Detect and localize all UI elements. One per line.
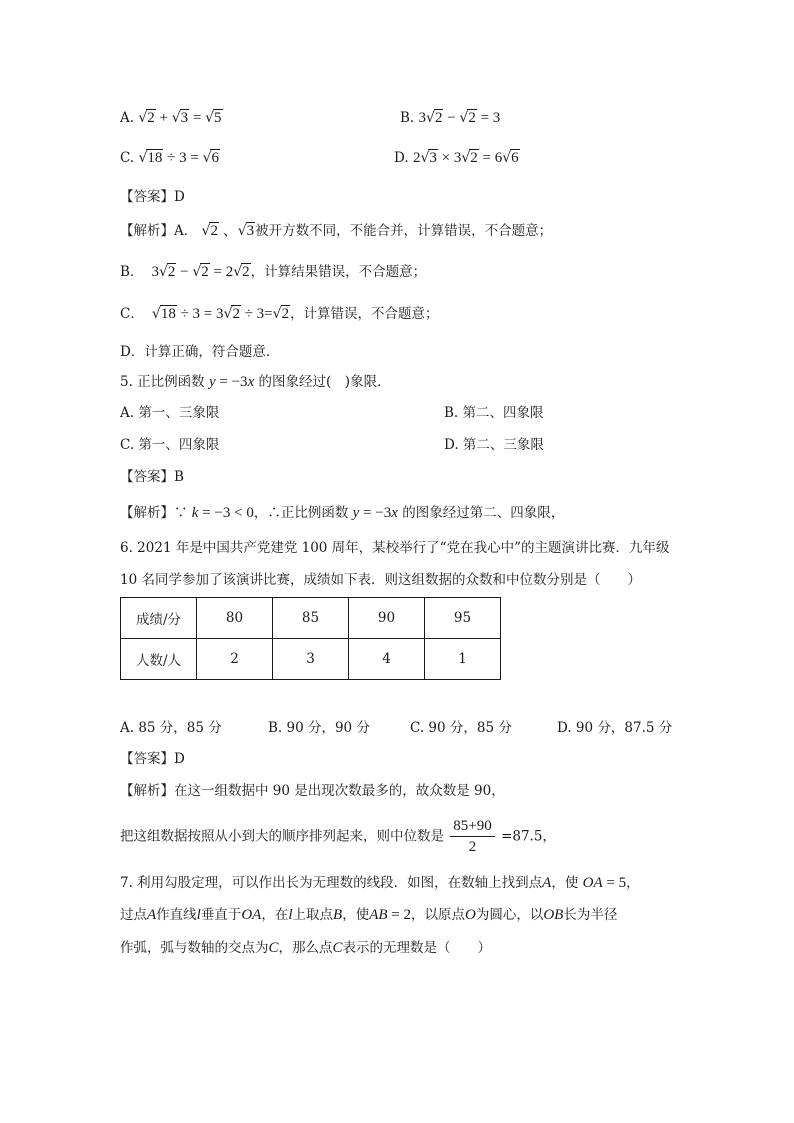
table-cell: 3 xyxy=(273,639,349,680)
table-cell: 人数/人 xyxy=(121,639,197,680)
q5-answer: 【答案】B xyxy=(120,469,184,485)
q5-option-d: D. 第二、三象限 xyxy=(444,437,544,453)
median-fraction: $\frac{85+90}{2}$ xyxy=(450,816,494,857)
table-row xyxy=(121,598,501,639)
q4-explanation-a: 【解析】A． √2 、√3被开方数不同，不能合并，计算错误，不合题意； xyxy=(120,223,553,239)
q4-option-b: B. 3√2 − √2 = 3 xyxy=(400,110,501,126)
q5-explanation: 【解析】∵ k = −3 < 0，∴正比例函数 y = −3x 的图象经过第二、四象限， xyxy=(120,505,565,521)
q4-explanation-c: C． √18 ÷ 3 = 3√2 ÷ 3=√2，计算错误，不合题意； xyxy=(120,306,439,322)
q4-explanation-b: B． 3√2 − √2 = 2√2，计算结果错误，不合题意； xyxy=(120,264,427,280)
table-cell: 1 xyxy=(425,639,501,680)
q4-answer: 【答案】D xyxy=(120,189,185,205)
option-label: B. xyxy=(400,110,415,126)
q5-option-c: C. 第一、四象限 xyxy=(120,437,220,453)
q6-stem-line2: 10 名同学参加了该演讲比赛，成绩如下表．则这组数据的众数和中位数分别是（ ） xyxy=(120,572,641,588)
table-row xyxy=(121,639,501,680)
table-cell: 4 xyxy=(349,639,425,680)
option-label: D. xyxy=(394,150,409,166)
q4-option-d: D. 2√3 × 3√2 = 6√6 xyxy=(394,150,519,166)
q6-option-b: B. 90 分，90 分 xyxy=(268,720,370,736)
q6-option-a: A. 85 分，85 分 xyxy=(120,720,222,736)
q6-option-c: C. 90 分，85 分 xyxy=(410,720,512,736)
table-cell: 2 xyxy=(197,639,273,680)
score-table xyxy=(120,597,501,680)
q4-option-c: C. √18 ÷ 3 = √6 xyxy=(120,150,219,166)
q7-line2: 过点A作直线l垂直于OA，在l上取点B，使AB = 2，以原点O为圆心，以OB长为半径 xyxy=(120,907,618,923)
q6-answer: 【答案】D xyxy=(120,751,185,767)
q4-explanation-d: D．计算正确，符合题意． xyxy=(120,344,280,360)
q6-explanation-line2: 把这组数据按照从小到大的顺序排列起来，则中位数是 $\frac{85+90}{2}$ =87.5， xyxy=(120,818,556,855)
q5-option-a: A. 第一、三象限 xyxy=(120,405,220,421)
q5-stem: 5. 正比例函数 y = −3x 的图象经过( )象限． xyxy=(120,374,391,390)
q7-line1: 7. 利用勾股定理，可以作出长为无理数的线段．如图，在数轴上找到点A，使 OA = 5， xyxy=(120,875,640,891)
option-label: A. xyxy=(120,110,135,126)
q4-option-a: A. √2 + √3 = √5 xyxy=(120,110,222,126)
table-cell: 80 xyxy=(197,598,273,639)
q6-option-d: D. 90 分，87.5 分 xyxy=(557,720,673,736)
table-cell: 95 xyxy=(425,598,501,639)
q5-option-b: B. 第二、四象限 xyxy=(444,405,544,421)
table-cell: 90 xyxy=(349,598,425,639)
table-cell: 成绩/分 xyxy=(121,598,197,639)
q6-explanation-line1: 【解析】在这一组数据中 90 是出现次数最多的，故众数是 90， xyxy=(120,783,505,799)
option-label: C. xyxy=(120,150,135,166)
q6-stem-line1: 6. 2021 年是中国共产党建党 100 周年，某校举行了“党在我心中”的主题演讲比赛．九年级 xyxy=(120,540,670,556)
table-cell: 85 xyxy=(273,598,349,639)
q7-line3: 作弧，弧与数轴的交点为C，那么点C表示的无理数是（ ） xyxy=(120,940,492,956)
